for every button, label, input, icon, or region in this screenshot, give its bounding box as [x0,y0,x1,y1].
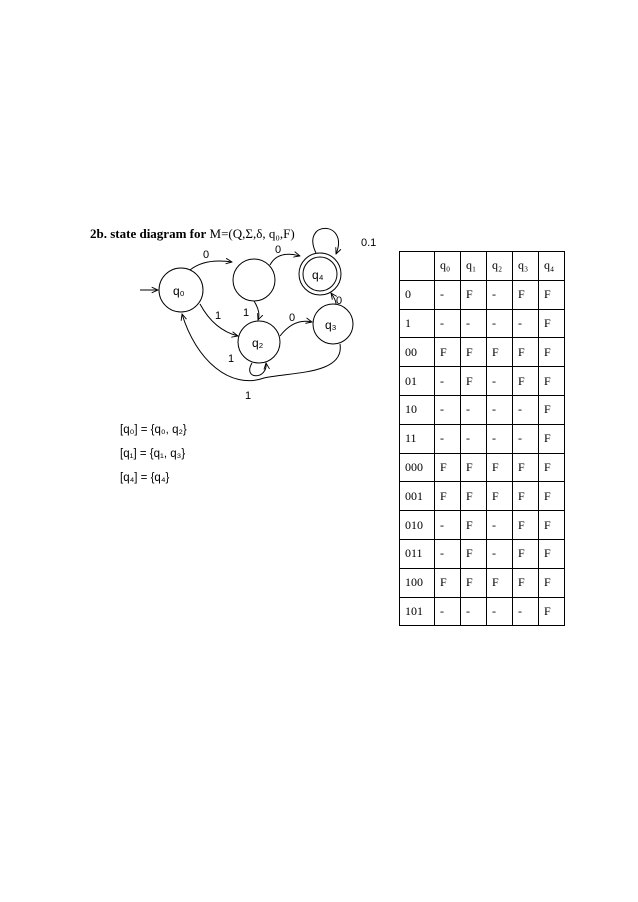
table-cell: F [487,482,513,511]
table-cell: - [487,280,513,309]
label-q2: q₂ [252,336,264,350]
table-cell: - [513,424,539,453]
heading-bold: 2b. state diagram for [90,226,207,241]
table-cell: F [539,597,565,626]
table-cell: - [435,309,461,338]
table-cell: - [487,597,513,626]
table-cell: - [513,597,539,626]
table-row [400,511,565,540]
table-row [400,539,565,568]
table-row [400,568,565,597]
table-cell: F [513,482,539,511]
table-cell: F [461,453,487,482]
label-q4: q₄ [312,268,324,282]
table-row-label: 011 [400,539,435,568]
edge-q2-q3 [280,321,312,336]
table-cell: F [435,338,461,367]
table-cell: - [461,597,487,626]
table-cell: - [487,511,513,540]
table-row-label: 0 [400,280,435,309]
table-cell: F [539,395,565,424]
table-cell: F [487,453,513,482]
table-cell: - [513,309,539,338]
table-row-label: 00 [400,338,435,367]
table-cell: F [539,424,565,453]
table-cell: F [539,539,565,568]
table-cell: F [461,280,487,309]
table-header-cell: q₃ [513,252,539,281]
table-row-label: 101 [400,597,435,626]
table-cell: - [461,395,487,424]
edge-q0-q1 [190,261,232,270]
table-cell: - [513,395,539,424]
edge-label-q2-q3: 0 [289,312,296,324]
table-cell: F [513,367,539,396]
table-cell: - [487,539,513,568]
equivalence-class-q0: [q₀] = {q₀, q₂} [120,424,187,436]
table-row-label: 01 [400,367,435,396]
table-cell: - [435,511,461,540]
table-header-row [400,252,565,281]
table-cell: - [435,597,461,626]
table-cell: F [513,280,539,309]
table-cell: - [461,309,487,338]
table-row-label: 11 [400,424,435,453]
table-cell: - [435,539,461,568]
table-cell: F [461,338,487,367]
table-cell: F [539,338,565,367]
table-cell: F [461,568,487,597]
table-row-label: 010 [400,511,435,540]
state-q1 [233,259,275,301]
table-header-cell: q₄ [539,252,565,281]
table-cell: - [487,367,513,396]
table-cell: - [435,367,461,396]
table-row-label: 10 [400,395,435,424]
edge-label-q4-loop: 0.1 [361,237,377,249]
table-cell: F [513,453,539,482]
table-header-corner [400,252,435,281]
table-cell: F [539,568,565,597]
table-cell: F [539,453,565,482]
equivalence-class-q4: [q₄] = {q₄} [120,472,170,484]
table-cell: F [461,539,487,568]
edge-q1-q2 [254,301,259,320]
table-cell: - [487,395,513,424]
edge-label-q0-q1: 0 [203,249,210,261]
table-row [400,280,565,309]
table-cell: F [513,539,539,568]
table-row-label: 000 [400,453,435,482]
edge-label-q3-q4: 0 [336,295,343,307]
table-cell: F [461,511,487,540]
table-cell: - [435,280,461,309]
table-cell: F [461,482,487,511]
table-row-label: 001 [400,482,435,511]
table-cell: F [461,367,487,396]
table-row [400,395,565,424]
table-row [400,482,565,511]
table-row [400,338,565,367]
table-cell: - [461,424,487,453]
heading-machine: M=(Q,Σ,δ, q₀,F) [209,226,295,241]
table-row [400,309,565,338]
table-cell: F [487,338,513,367]
table-row [400,367,565,396]
edge-q4-loop [313,228,339,254]
table-cell: F [539,482,565,511]
edge-q2-loop [250,363,266,376]
table-cell: F [487,568,513,597]
table-cell: F [539,511,565,540]
edge-label-q1-q4: 0 [275,244,282,256]
table-row [400,453,565,482]
table-row-label: 1 [400,309,435,338]
table-cell: F [435,568,461,597]
label-q0: q₀ [173,284,185,298]
table-cell: F [513,511,539,540]
table-header-cell: q₂ [487,252,513,281]
table-cell: - [487,309,513,338]
table-header-cell: q₀ [435,252,461,281]
table-cell: - [435,395,461,424]
table-cell: F [513,338,539,367]
table-cell: F [513,568,539,597]
table-row [400,597,565,626]
table-cell: F [539,309,565,338]
edge-label-q2-loop: 1 [228,353,235,365]
distinguishing-table [399,251,565,626]
table-cell: F [435,482,461,511]
label-q3: q₃ [325,318,337,332]
table-cell: F [435,453,461,482]
table-cell: F [539,280,565,309]
equivalence-class-q1: [q₁] = {q₁, q₃} [120,448,186,460]
table-cell: F [539,367,565,396]
table-header-cell: q₁ [461,252,487,281]
table-cell: - [435,424,461,453]
table-cell: - [487,424,513,453]
table-row [400,424,565,453]
table-row-label: 100 [400,568,435,597]
edge-label-q1-q2: 1 [243,307,250,319]
edge-label-q3-q0: 1 [245,390,252,402]
edge-label-q0-q2: 1 [215,310,222,322]
